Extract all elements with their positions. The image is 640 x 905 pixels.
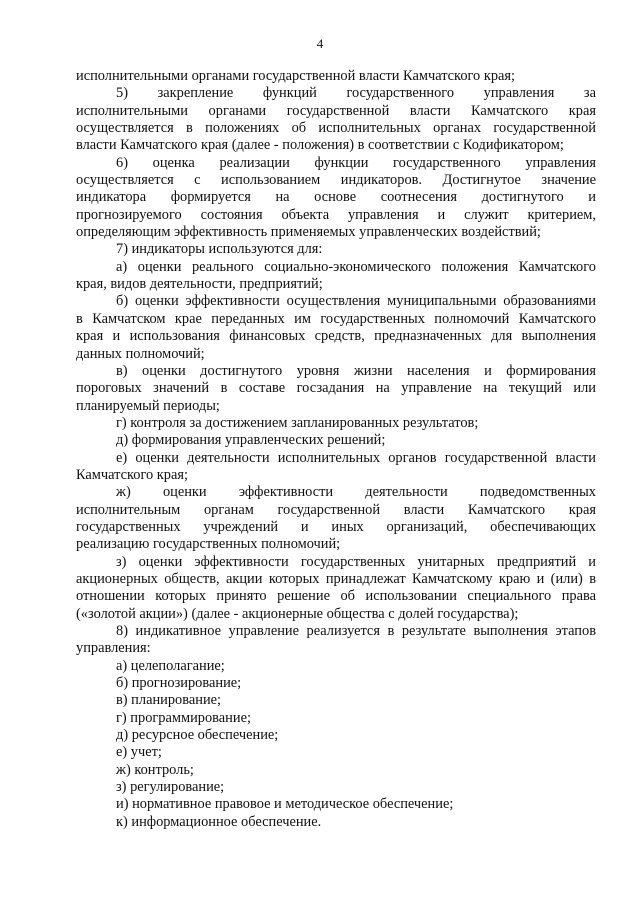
text-line: е) оценки деятельности исполнительных органов государственной власти (116, 449, 596, 466)
text-line: а) целеполагание; (116, 657, 225, 674)
text-line: края, видов деятельности, предприятий; (76, 276, 323, 293)
text-line: г) программирование; (116, 709, 251, 726)
text-line: отношении которых принято решение об использовании специального права (76, 588, 596, 605)
page-number: 4 (316, 36, 324, 51)
text-line: управления: (76, 640, 151, 657)
text-line: в) планирование; (116, 692, 222, 709)
text-line: и) нормативное правовое и методическое обеспечение; (116, 796, 454, 813)
text-line: а) оценки реального социально-экономического положения Камчатского (116, 258, 596, 275)
text-line: данных полномочий; (76, 345, 205, 362)
text-line: 8) индикативное управление реализуется в результате выполнения этапов (116, 623, 596, 639)
text-line: в Камчатском крае переданных им государственных полномочий Камчатского (76, 310, 596, 327)
text-line: ж) контроль; (116, 761, 194, 778)
text-line: з) оценки эффективности государственных унитарных предприятий и (116, 553, 596, 570)
text-line: осуществляется с использованием индикаторов. Достигнутое значение (76, 172, 596, 189)
text-line: Камчатского края; (76, 466, 188, 483)
text-line: к) информационное обеспечение. (116, 813, 322, 830)
text-line: з) регулирование; (116, 779, 225, 796)
text-line: индикатора формируется на основе соотнесения достигнутого и (76, 189, 596, 206)
text-line: определяющим эффективность применяемых управленческих воздействий; (76, 224, 541, 241)
text-line: власти Камчатского края (далее - положения) в соответствии с Кодификатором; (76, 137, 564, 154)
text-line: исполнительными органами государственной власти Камчатского края (76, 102, 596, 119)
text-line: планируемый периоды; (76, 397, 220, 414)
text-line: 7) индикаторы используются для: (116, 241, 323, 258)
text-line: д) формирования управленческих решений; (116, 432, 386, 449)
text-line: д) ресурсное обеспечение; (116, 727, 279, 744)
text-line: («золотой акции») (далее - акционерные общества с долей государства); (76, 605, 519, 622)
text-line: е) учет; (116, 744, 162, 761)
text-line: края и использования финансовых средств, предназначенных для выполнения (76, 328, 596, 345)
text-line: б) оценки эффективности осуществления муниципальными образованиями (116, 293, 596, 310)
text-line: 5) закрепление функций государственного управления за (116, 85, 596, 102)
text-line: б) прогнозирование; (116, 675, 242, 692)
text-line: исполнительным органам государственной власти Камчатского края (76, 501, 596, 518)
text-line: ж) оценки эффективности деятельности подведомственных (116, 484, 596, 501)
text-line: г) контроля за достижением запланированных результатов; (116, 414, 479, 431)
text-line: государственных учреждений и иных организаций, обеспечивающих (76, 518, 596, 535)
text-line: прогнозируемого состояния объекта управления и служит критерием, (76, 206, 596, 223)
text-line: исполнительными органами государственной власти Камчатского края; (76, 68, 516, 84)
text-line: пороговых значений в составе госзадания на управление на текущий или (76, 380, 596, 397)
text-line: 6) оценка реализации функции государственного управления (116, 154, 596, 171)
text-line: реализацию государственных полномочий; (76, 536, 341, 553)
text-line: осуществляется в положениях об исполнительных органах государственной (76, 120, 596, 137)
document-body (76, 68, 596, 831)
text-line: в) оценки достигнутого уровня жизни населения и формирования (116, 362, 596, 379)
text-line: акционерных обществ, акции которых принадлежат Камчатскому краю и (или) в (76, 570, 596, 587)
